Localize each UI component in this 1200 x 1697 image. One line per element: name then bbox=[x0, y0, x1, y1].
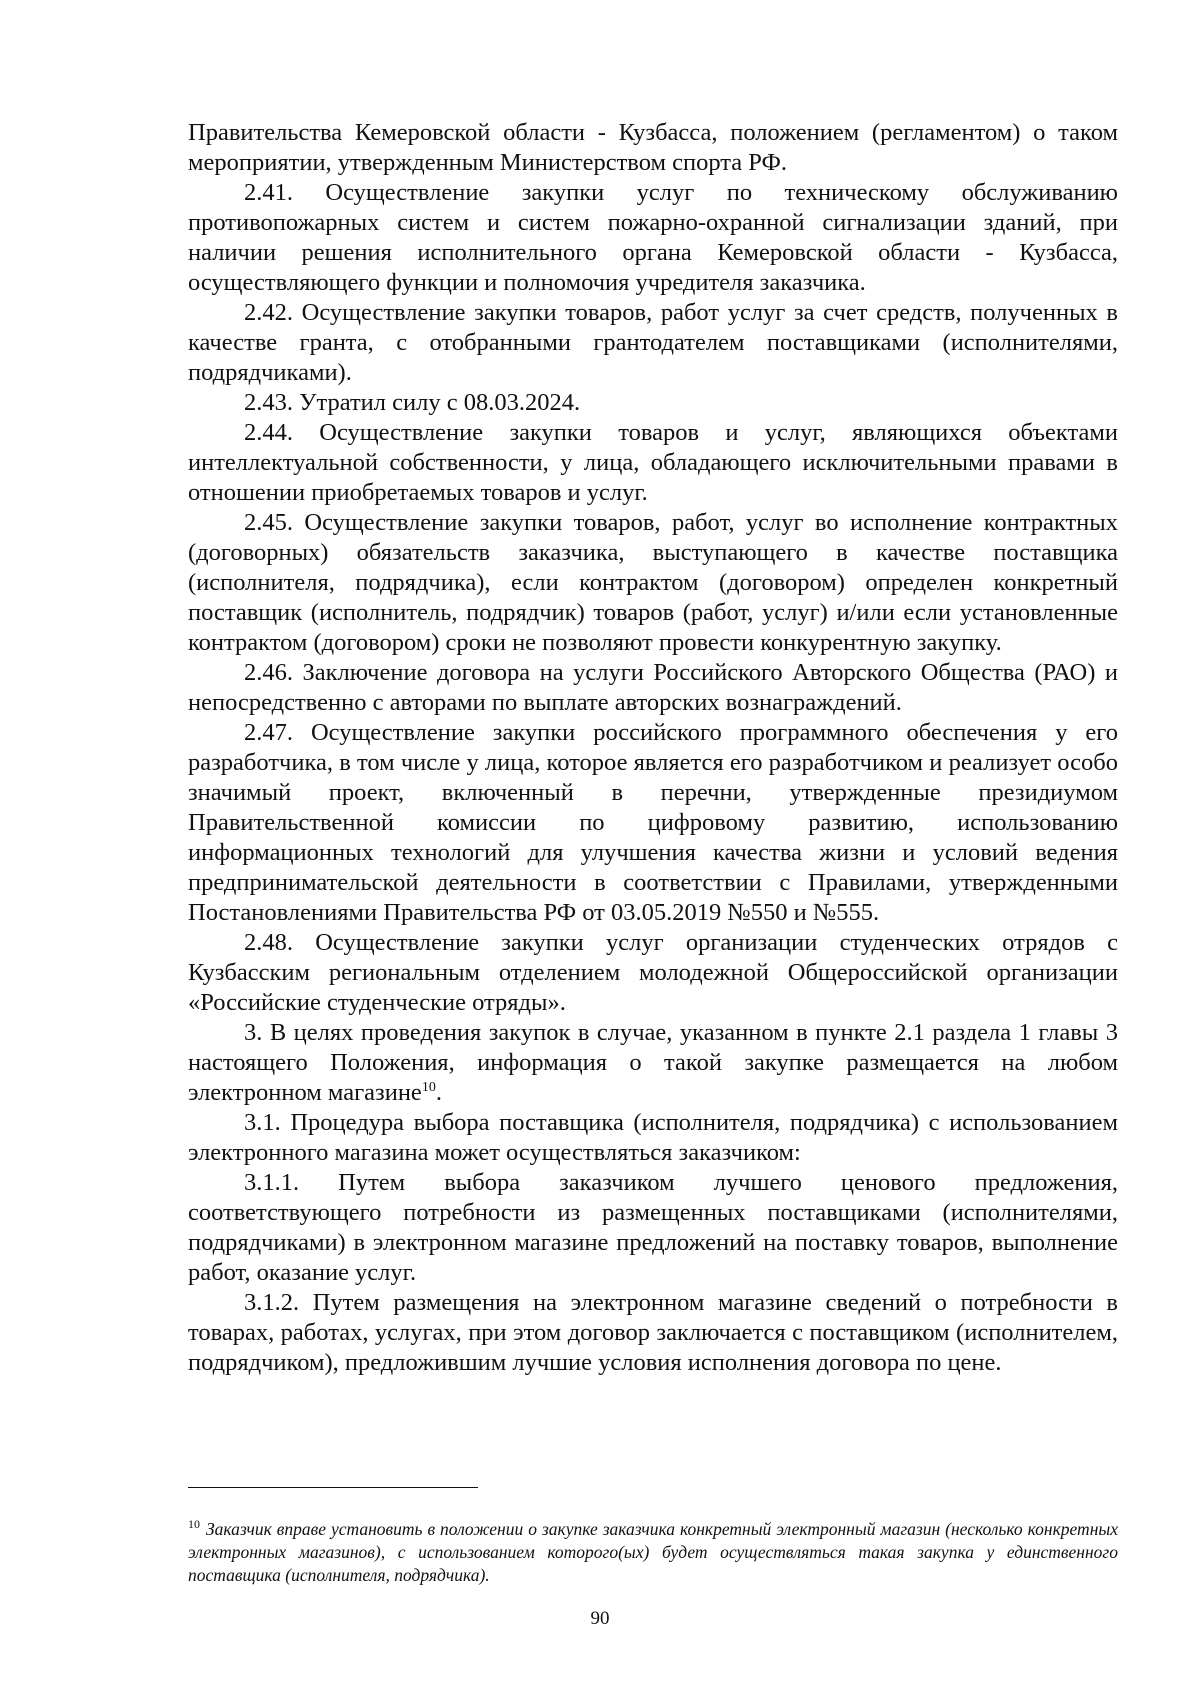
paragraph-continuation: Правительства Кемеровской области - Кузбасса, положением (регламентом) о таком мероприятии, утвержденным Министерством спорта РФ. bbox=[188, 119, 1118, 176]
paragraph-2-43: 2.43. Утратил силу с 08.03.2024. bbox=[244, 389, 581, 416]
paragraph-3-1-1: 3.1.1. Путем выбора заказчиком лучшего ценового предложения, соответствующего потребности из размещенных поставщиками (исполнителями, подрядчиками) в электронном магазине предложений на поставку товаров, выполнение работ, оказание услуг. bbox=[188, 1169, 1118, 1286]
paragraph-2-41: 2.41. Осуществление закупки услуг по техническому обслуживанию противопожарных систем и систем пожарно-охранной сигнализации зданий, при наличии решения исполнительного органа Кемеровской области - Кузбасса, осуществляющего функции и полномочия учредителя заказчика. bbox=[188, 179, 1118, 296]
paragraph-2-45: 2.45. Осуществление закупки товаров, работ, услуг во исполнение контрактных (договорных) обязательств заказчика, выступающего в качестве поставщика (исполнителя, подрядчика), если контрактом (договором) определен конкретный поставщик (исполнитель, подрядчик) товаров (работ, услуг) и/или если установленные контрактом (договором) сроки не позволяют провести конкурентную закупку. bbox=[188, 509, 1118, 656]
paragraph-3 bbox=[188, 1018, 1118, 1108]
paragraph-3-1-2: 3.1.2. Путем размещения на электронном магазине сведений о потребности в товарах, работах, услугах, при этом договор заключается с поставщиком (исполнителем, подрядчиком), предложившим лучшие условия исполнения договора по цене. bbox=[188, 1289, 1118, 1376]
paragraph-2-47: 2.47. Осуществление закупки российского программного обеспечения у его разработчика, в том числе у лица, которое является его разработчиком и реализует особо значимый проект, включенный в перечни, утвержденные президиумом Правительственной комиссии по цифровому развитию, использованию информационных технологий для улучшения качества жизни и условий ведения предпринимательской деятельности в соответствии с Правилами, утвержденными Постановлениями Правительства РФ от 03.05.2019 №550 и №555. bbox=[188, 719, 1118, 926]
paragraph-3-text: 3. В целях проведения закупок в случае, указанном в пункте 2.1 раздела 1 главы 3 настоящего Положения, информация о такой закупке размещается на любом электронном магазине bbox=[188, 1019, 1118, 1106]
document-body bbox=[188, 118, 1118, 1378]
paragraph-2-46: 2.46. Заключение договора на услуги Российского Авторского Общества (РАО) и непосредственно с авторами по выплате авторских вознаграждений. bbox=[188, 659, 1118, 716]
footnote-separator bbox=[188, 1487, 478, 1488]
paragraph-2-48: 2.48. Осуществление закупки услуг организации студенческих отрядов с Кузбасским региональным отделением молодежной Общероссийской организации «Российские студенческие отряды». bbox=[188, 929, 1118, 1016]
paragraph-2-44: 2.44. Осуществление закупки товаров и услуг, являющихся объектами интеллектуальной собственности, у лица, обладающего исключительными правами в отношении приобретаемых товаров и услуг. bbox=[188, 419, 1118, 506]
paragraph-2-42: 2.42. Осуществление закупки товаров, работ услуг за счет средств, полученных в качестве гранта, с отобранными грантодателем поставщиками (исполнителями, подрядчиками). bbox=[188, 299, 1118, 386]
paragraph-3-1: 3.1. Процедура выбора поставщика (исполнителя, подрядчика) с использованием электронного магазина может осуществляться заказчиком: bbox=[188, 1109, 1118, 1166]
footnote-text: Заказчик вправе установить в положении о закупке заказчика конкретный электронный магазин (несколько конкретных электронных магазинов), с использованием которого(ых) будет осуществляться такая закупка у единственного поставщика (исполнителя, подрядчика). bbox=[188, 1519, 1118, 1585]
footnote bbox=[188, 1518, 1118, 1587]
paragraph-3-tail: . bbox=[435, 1079, 442, 1106]
footnote-reference[interactable]: 10 bbox=[421, 1079, 436, 1095]
page-number: 90 bbox=[590, 1608, 610, 1629]
footnote-mark: 10 bbox=[188, 1517, 200, 1532]
